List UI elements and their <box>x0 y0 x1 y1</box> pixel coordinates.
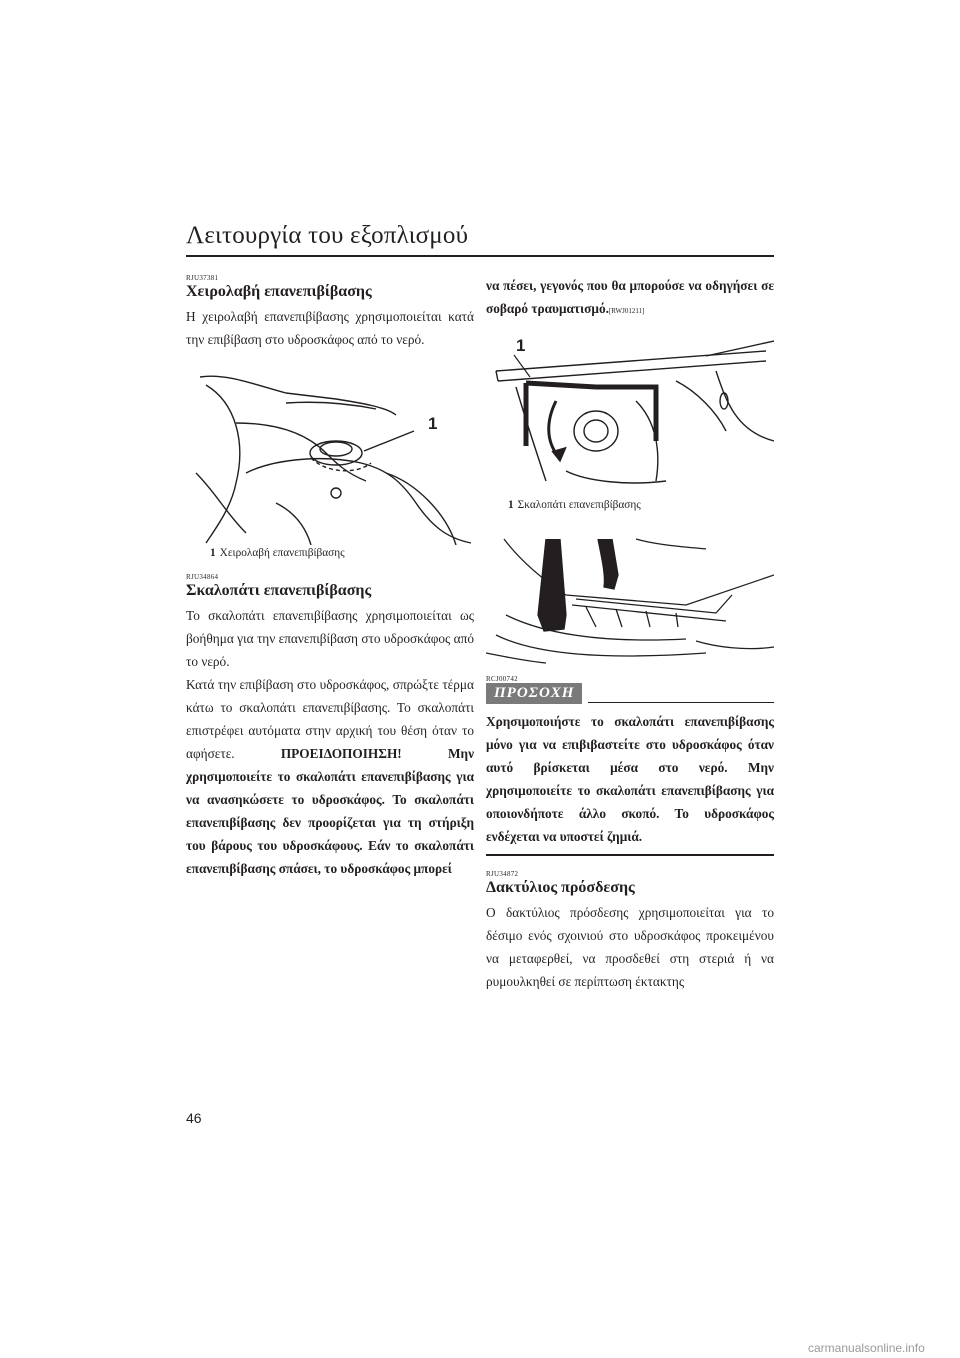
boarding-step-usage-text <box>186 673 474 880</box>
figure-caption <box>210 547 474 559</box>
right-column <box>486 274 774 993</box>
step-usage-illustration <box>486 535 774 665</box>
caption-number: 1 <box>210 547 216 559</box>
caution-heading: ΠΡΟΣΟΧΗ <box>486 683 582 704</box>
caution-box <box>486 675 774 856</box>
caption-number: 1 <box>508 499 514 511</box>
section-code: RJU34864 <box>186 573 219 581</box>
warning-heading: ΠΡΟΕΙΔΟΠΟΙΗΣΗ! <box>280 746 402 761</box>
section-title-boarding-step: Σκαλοπάτι επανεπιβίβασης <box>186 582 372 599</box>
caption-text: Σκαλοπάτι επανεπιβίβασης <box>517 499 641 511</box>
figure-caption <box>508 499 774 511</box>
section-code: RJU34872 <box>486 869 519 878</box>
section-code: RJU37381 <box>186 274 219 282</box>
header-divider <box>186 255 774 257</box>
caution-bottom-rule <box>486 854 774 856</box>
warning-continued <box>486 274 774 323</box>
caution-text: Χρησιμοποιήστε το σκαλοπάτι επανεπιβίβασης μόνο για να επιβιβαστείτε στο υδροσκάφος όταν αυτό βρίσκεται μέσα στο νερό. Μην χρησιμοποιείτε το σκαλοπάτι επανεπιβίβασης για οποιονδήποτε άλλο σκοπό. Το υδροσκάφος ενδέχεται να υποστεί ζημιά. <box>486 714 774 844</box>
figure-callout-1: 1 <box>428 414 438 433</box>
warning-text: Μην χρησιμοποιείτε το σκαλοπάτι επανεπιβίβασης για να ανασηκώσετε το υδροσκάφος. Το σκαλοπάτι επανεπιβίβασης δεν προορίζεται για τη στήριξη του βάρους του υδροσκάφους. Εάν το σκαλοπάτι επανεπιβίβασης σπάσει, το υδροσκάφος μπορεί <box>186 746 475 876</box>
caution-header-rule <box>588 702 774 704</box>
mooring-ring-text: Ο δακτύλιος πρόσδεσης χρησιμοποιείται για το δέσιμο ενός σχοινιού στο υδροσκάφος προκειμένου να μεταφερθεί, να προσδεθεί στη στεριά ή να ρυμουλκηθεί σε περίπτωση έκτακτης <box>486 904 774 989</box>
boarding-step-text: Το σκαλοπάτι επανεπιβίβασης χρησιμοποιείται ως βοήθημα για την επανεπιβίβαση στο υδροσκάφος από το νερό. <box>186 608 474 669</box>
warning-code: [RWJ01211] <box>608 307 645 315</box>
usage-text: Κατά την επιβίβαση στο υδροσκάφος, σπρώξτε τέρμα κάτω το σκαλοπάτι επανεπιβίβασης. Το σκαλοπάτι επιστρέφει αυτόματα στην αρχική του θέση όταν το αφήσετε. <box>186 677 474 761</box>
section-title-boarding-grip: Χειρολαβή επανεπιβίβασης <box>186 283 372 300</box>
warning-continued-text: να πέσει, γεγονός που θα μπορούσε να οδηγήσει σε σοβαρό τραυματισμό. <box>486 278 774 316</box>
boarding-grip-text: Η χειρολαβή επανεπιβίβασης χρησιμοποιείται κατά την επιβίβαση στο υδροσκάφος από το νερό. <box>186 309 474 347</box>
figure-step-usage <box>486 535 774 665</box>
page-header-title: Λειτουργία του εξοπλισμού <box>186 222 469 249</box>
figure-boarding-grip <box>186 363 474 545</box>
caption-text: Χειρολαβή επανεπιβίβασης <box>219 547 345 559</box>
boarding-step-illustration <box>486 331 774 489</box>
left-column <box>186 274 474 880</box>
figure-callout-1: 1 <box>516 336 526 355</box>
caution-header <box>486 683 774 704</box>
boarding-grip-illustration <box>186 363 474 545</box>
section-title-mooring-ring: Δακτύλιος πρόσδεσης <box>486 878 635 896</box>
caution-code: RCJ00742 <box>486 675 518 683</box>
figure-boarding-step <box>486 331 774 489</box>
footer-watermark: carmanualsonline.info <box>808 1341 925 1355</box>
page-number: 46 <box>186 1110 202 1126</box>
